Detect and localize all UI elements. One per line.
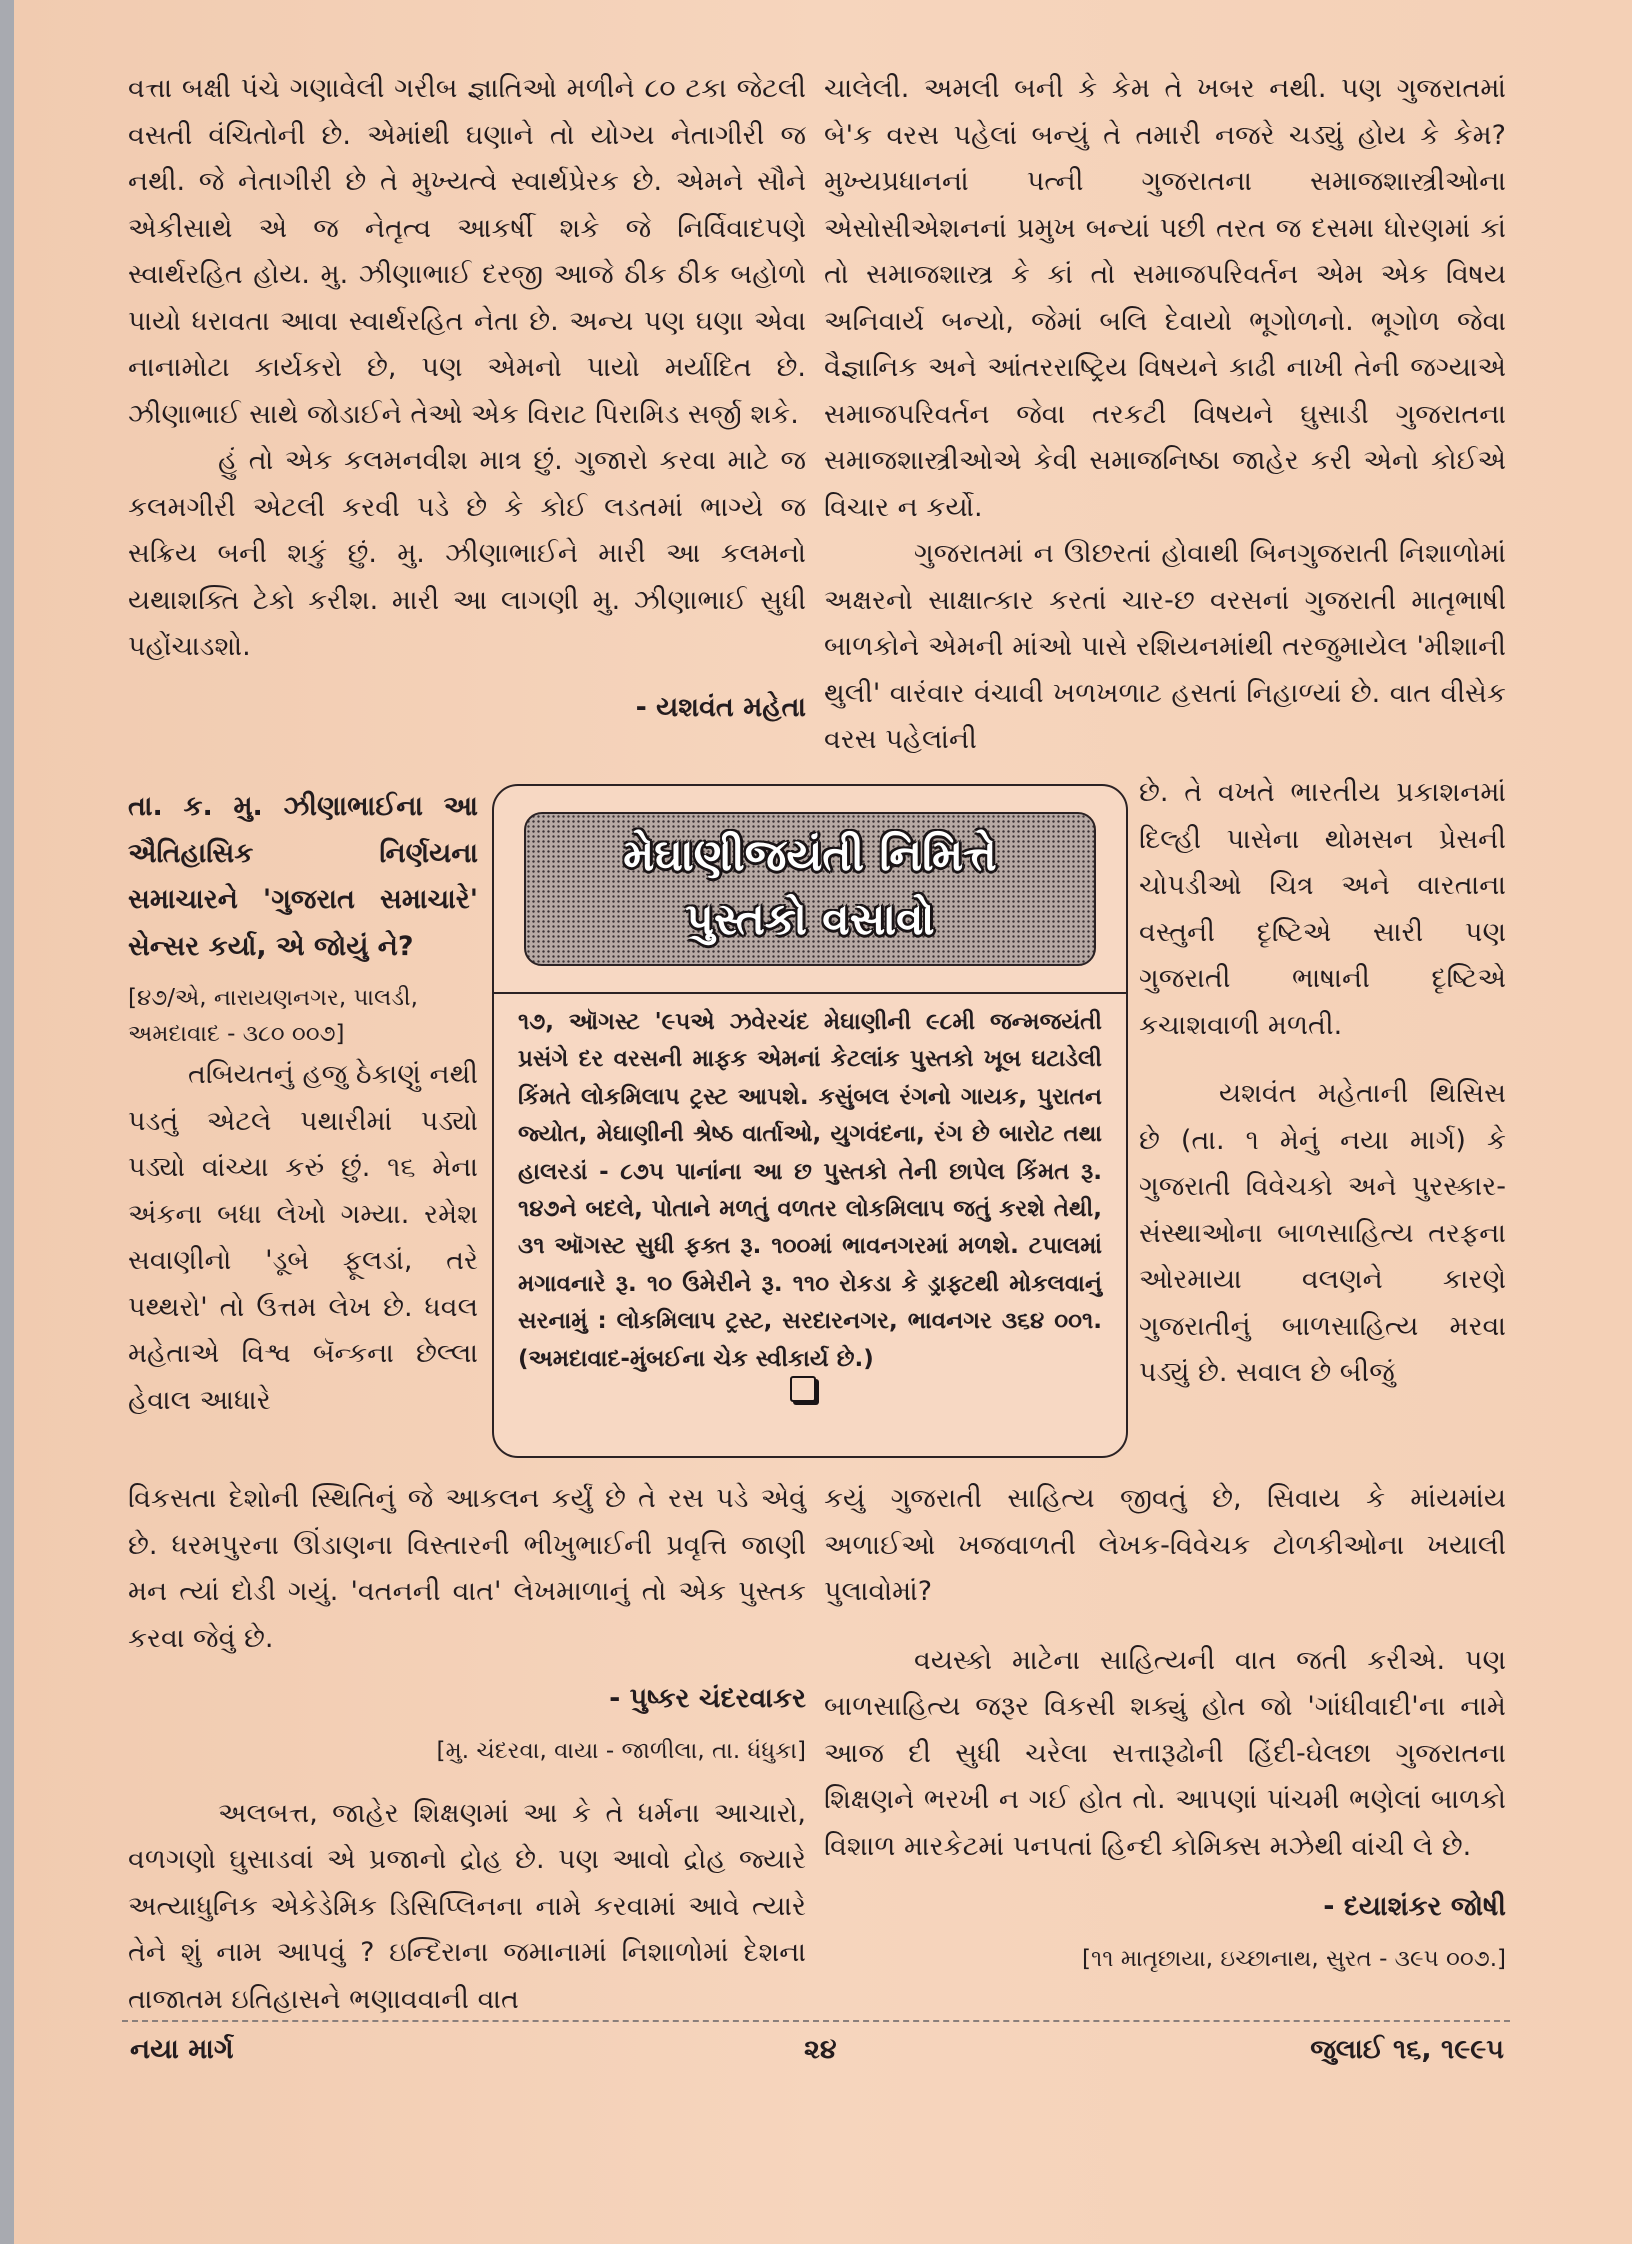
- announcement-body: ૧૭, ઑગસ્ટ '૯૫એ ઝવેરચંદ મેઘાણીની ૯૮મી જન્મજયંતી પ્રસંગે દર વરસની માફક એમનાં કેટલાંક પુસ્તકો ખૂબ ઘટાડેલી કિંમતે લોકમિલાપ ટ્રસ્ટ આપશે. કસુંબલ રંગનો ગાયક, પુરાતન જ્યોત, મેઘાણીની શ્રેષ્ઠ વાર્તાઓ, યુગવંદના, રંગ છે બારોટ તથા હાલરડાં - ૮૭૫ પાનાંના આ છ પુસ્તકો તેની છાપેલ કિંમત રૂ. ૧૪૭ને બદલે, પોતાને મળતું વળતર લોકમિલાપ જતું કરશે તેથી, ૩૧ ઑગસ્ટ સુધી ફક્ત રૂ. ૧૦૦માં ભાવનગરમાં મળશે. ટપાલમાં મગાવનારે રૂ. ૧૦ ઉમેરીને રૂ. ૧૧૦ રોકડા કે ડ્રાફ્ટથી મોકલવાનું સરનામું : લોકમિલાપ ટ્રસ્ટ, સરદારનગર, ભાવનગર ૩૬૪ ૦૦૧. (અમદાવાદ-મુંબઈના ચેક સ્વીકાર્ય છે.): [518, 1009, 1102, 1372]
- letter-column-left-top: [128, 66, 806, 731]
- letter-signature: - દયાશંકર જોષી: [1323, 1891, 1506, 1922]
- letter-column-left-bottom: [128, 1476, 806, 2023]
- letter-address: [મુ. ચંદરવા, વાયા - જાળીલા, તા. ધંધુકા]: [436, 1737, 806, 1764]
- letter-paragraph: યશવંત મહેતાની થિસિસ છે (તા. ૧ મેનું નયા માર્ગ) કે ગુજરાતી વિવેચકો અને પુરસ્કાર-સંસ્થાઓના બાળસાહિત્ય તરફના ઓરમાયા વલણને કારણે ગુજરાતીનું બાળસાહિત્ય મરવા પડ્યું છે. સવાલ છે બીજું: [1139, 1078, 1506, 1388]
- letter-address: [૧૧ માતૃછાયા, ઇચ્છાનાથ, સુરત - ૩૯૫ ૦૦૭.]: [1081, 1945, 1506, 1972]
- footer-issue-date: જુલાઈ ૧૬, ૧૯૯૫: [1310, 2034, 1504, 2065]
- letter-paragraph: ગુજરાતમાં ન ઊછરતાં હોવાથી બિનગુજરાતી નિશાળોમાં અક્ષરનો સાક્ષાત્કાર કરતાં ચાર-છ વરસનાં ગુજરાતી માતૃભાષી બાળકોને એમની માંઓ પાસે રશિયનમાંથી તરજુમાયેલ 'મીશાની થુલી' વારંવાર વંચાવી ખળખળાટ હસતાં નિહાળ્યાં છે. વાત વીસેક વરસ પહેલાંની: [824, 538, 1506, 755]
- letter-column-right-bottom: [824, 1476, 1506, 1977]
- letter-paragraph: ચાલેલી. અમલી બની કે કેમ તે ખબર નથી. પણ ગુજરાતમાં બે'ક વરસ પહેલાં બન્યું તે તમારી નજરે ચડ્યું હોય કે કેમ? મુખ્યપ્રધાનનાં પત્ની ગુજરાતના સમાજશાસ્ત્રીઓના એસોસીએશનનાં પ્રમુખ બન્યાં પછી તરત જ દસમા ધોરણમાં કાં તો સમાજશાસ્ત્ર કે કાં તો સમાજપરિવર્તન એમ એક વિષય અનિવાર્ય બન્યો, જેમાં બલિ દેવાયો ભૂગોળનો. ભૂગોળ જેવા વૈજ્ઞાનિક અને આંતરરાષ્ટ્રિય વિષયને કાઢી નાખી તેની જગ્યાએ સમાજપરિવર્તન જેવા તરકટી વિષયને ઘુસાડી ગુજરાતના સમાજશાસ્ત્રીઓએ કેવી સમાજનિષ્ઠા જાહેર કરી એનો કોઈએ વિચાર ન કર્યો.: [824, 73, 1506, 523]
- letter-paragraph: વયસ્કો માટેના સાહિત્યની વાત જતી કરીએ. પણ બાળસાહિત્ય જરૂર વિકસી શક્યું હોત જો 'ગાંધીવાદી'ના નામે આજ દી સુધી ચરેલા સત્તારૂઢોની હિંદી-ઘેલછા ગુજરાતના શિક્ષણને ભરખી ન ગઈ હોત તો. આપણાં પાંચમી ભણેલાં બાળકો વિશાળ મારકેટમાં પનપતાં હિન્દી કોમિક્સ મઝેથી વાંચી લે છે.: [824, 1644, 1506, 1862]
- announcement-title: [524, 812, 1096, 966]
- announcement-title-line-1: મેઘાણીજયંતી નિમિત્તે: [623, 830, 997, 881]
- letter-paragraph: છે. તે વખતે ભારતીય પ્રકાશનમાં દિલ્હી પાસેના થોમસન પ્રેસની ચોપડીઓ ચિત્ર અને વારતાના વસ્તુની દૃષ્ટિએ સારી પણ ગુજરાતી ભાષાની દૃષ્ટિએ કચાશવાળી મળતી.: [1139, 777, 1506, 1041]
- announcement-box: [492, 784, 1128, 1458]
- letter-paragraph: તબિયતનું હજુ ઠેકાણું નથી પડતું એટલે પથારીમાં પડ્યો પડ્યો વાંચ્યા કરું છું. ૧૬ મેના અંકના બધા લેખો ગમ્યા. રમેશ સવાણીનો 'ડૂબે ફૂલડાં, તરે પથ્થરો' તો ઉત્તમ લેખ છે. ધવલ મહેતાએ વિશ્વ બૅન્કના છેલ્લા હેવાલ આધારે: [128, 1059, 478, 1416]
- announcement-divider: [494, 992, 1126, 994]
- letter-column-narrow-left: [128, 784, 478, 1424]
- announcement-title-line-2: પુસ્તકો વસાવો: [685, 894, 935, 945]
- letter-paragraph: વિકસતા દેશોની સ્થિતિનું જે આકલન કર્યું છે તે રસ પડે એવું છે. ધરમપુરના ઊંડાણના વિસ્તારની ભીખુભાઈની પ્રવૃત્તિ જાણી મન ત્યાં દોડી ગયું. 'વતનની વાત' લેખમાળાનું તો એક પુસ્તક કરવા જેવું છે.: [128, 1483, 806, 1654]
- letter-column-right-top: [824, 66, 1506, 764]
- footer-page-number: ૨૪: [804, 2034, 837, 2065]
- end-square-icon: [790, 1376, 816, 1402]
- letter-column-narrow-right: [1139, 770, 1506, 1397]
- letter-paragraph: વત્તા બક્ષી પંચે ગણાવેલી ગરીબ જ્ઞાતિઓ મળીને ૮૦ ટકા જેટલી વસતી વંચિતોની છે. એમાંથી ઘણાને તો યોગ્ય નેતાગીરી જ નથી. જે નેતાગીરી છે તે મુખ્યત્વે સ્વાર્થપ્રેરક છે. એમને સૌને એકીસાથે એ જ નેતૃત્વ આકર્ષી શકે જે નિર્વિવાદપણે સ્વાર્થરહિત હોય. મુ. ઝીણાભાઈ દરજી આજે ઠીક ઠીક બહોળો પાયો ધરાવતા આવા સ્વાર્થરહિત નેતા છે. અન્ય પણ ઘણા એવા નાનામોટા કાર્યકરો છે, પણ એમનો પાયો મર્યાદિત છે. ઝીણાભાઈ સાથે જોડાઈને તેઓ એક વિરાટ પિરામિડ સર્જી શકે.: [128, 73, 806, 430]
- letter-address: [૪૭/એ, નારાયણનગર, પાલડી, અમદાવાદ - ૩૮૦ ૦૦૭]: [128, 985, 418, 1047]
- magazine-page: [14, 0, 1632, 2244]
- letter-signature: - યશવંત મહેતા: [635, 691, 806, 723]
- letter-paragraph: કયું ગુજરાતી સાહિત્ય જીવતું છે, સિવાય કે માંયમાંય અળાઈઓ ખજવાળતી લેખક-વિવેચક ટોળકીઓના ખયાલી પુલાવોમાં?: [824, 1483, 1506, 1607]
- letter-postscript: તા. ક. મુ. ઝીણાભાઈના આ ઐતિહાસિક નિર્ણયના સમાચારને 'ગુજરાત સમાચારે' સેન્સર કર્યા, એ જોયું ને?: [128, 791, 478, 962]
- letter-signature: - પુષ્કર ચંદરવાકર: [609, 1683, 806, 1714]
- letter-paragraph: હું તો એક કલમનવીશ માત્ર છું. ગુજારો કરવા માટે જ કલમગીરી એટલી કરવી પડે છે કે કોઈ લડતમાં ભાગ્યે જ સક્રિય બની શકું છું. મુ. ઝીણાભાઈને મારી આ કલમનો યથાશક્તિ ટેકો કરીશ. મારી આ લાગણી મુ. ઝીણાભાઈ સુધી પહોંચાડશો.: [128, 445, 806, 662]
- letter-paragraph: અલબત્ત, જાહેર શિક્ષણમાં આ કે તે ધર્મના આચારો, વળગણો ઘુસાડવાં એ પ્રજાનો દ્રોહ છે. પણ આવો દ્રોહ જ્યારે અત્યાધુનિક એકેડેમિક ડિસિપ્લિનના નામે કરવામાં આવે ત્યારે તેને શું નામ આપવું ? ઇન્દિરાના જમાનામાં નિશાળોમાં દેશના તાજાતમ ઇતિહાસને ભણાવવાની વાત: [128, 1797, 806, 2015]
- footer-magazine-name: નયા માર્ગ: [130, 2034, 234, 2065]
- footer-divider: [122, 2020, 1510, 2022]
